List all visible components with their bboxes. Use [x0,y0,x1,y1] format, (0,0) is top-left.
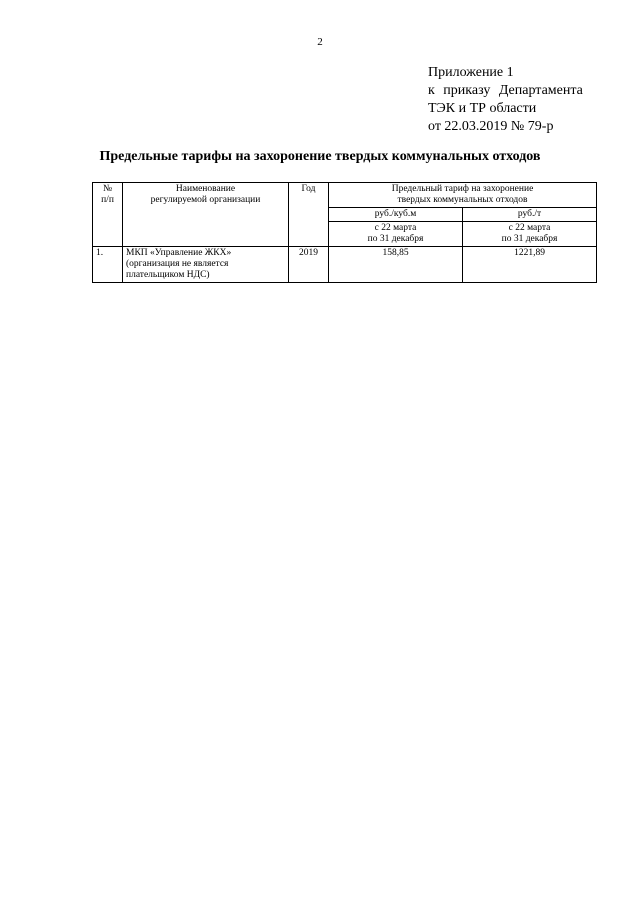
row-organization [123,247,289,283]
row-organization-line-2: (организация не является [126,259,229,269]
appendix-line-2: к приказу Департамента [428,83,583,98]
header-organization [123,183,289,247]
table-row [93,247,597,283]
appendix-line-4: от 22.03.2019 № 79-р [428,119,554,134]
document-title: Предельные тарифы на захоронение твердых коммунальных отходов [99,149,541,164]
header-period-m3 [329,222,463,247]
header-number [93,183,123,247]
appendix-line-3: ТЭК и ТР области [428,101,537,116]
appendix-line-1: Приложение 1 [428,65,514,80]
header-tariff-line-2: твердых коммунальных отходов [397,195,528,205]
header-period-t-line-2: по 31 декабря [501,234,558,244]
header-number-line-2: п/п [101,195,114,205]
row-tariff-t: 1221,89 [463,247,597,283]
row-tariff-m3: 158,85 [329,247,463,283]
header-year: Год [289,183,329,247]
header-period-t-line-1: с 22 марта [508,223,551,233]
tariff-table [92,182,597,283]
row-organization-line-1: МКП «Управление ЖКХ» [126,248,232,258]
row-organization-line-3: плательщиком НДС) [126,270,210,280]
appendix-block [428,64,608,136]
header-number-line-1: № [102,184,113,194]
header-organization-line-2: регулируемой организации [150,195,261,205]
row-number: 1. [93,247,123,283]
header-period-t [463,222,597,247]
header-period-m3-line-2: по 31 декабря [367,234,424,244]
header-period-m3-line-1: с 22 марта [374,223,417,233]
page-number: 2 [317,36,323,48]
row-year: 2019 [289,247,329,283]
header-unit-t: руб./т [463,208,597,222]
header-tariff [329,183,597,208]
header-organization-line-1: Наименование [175,184,236,194]
header-unit-m3: руб./куб.м [329,208,463,222]
header-tariff-line-1: Предельный тариф на захоронение [391,184,534,194]
